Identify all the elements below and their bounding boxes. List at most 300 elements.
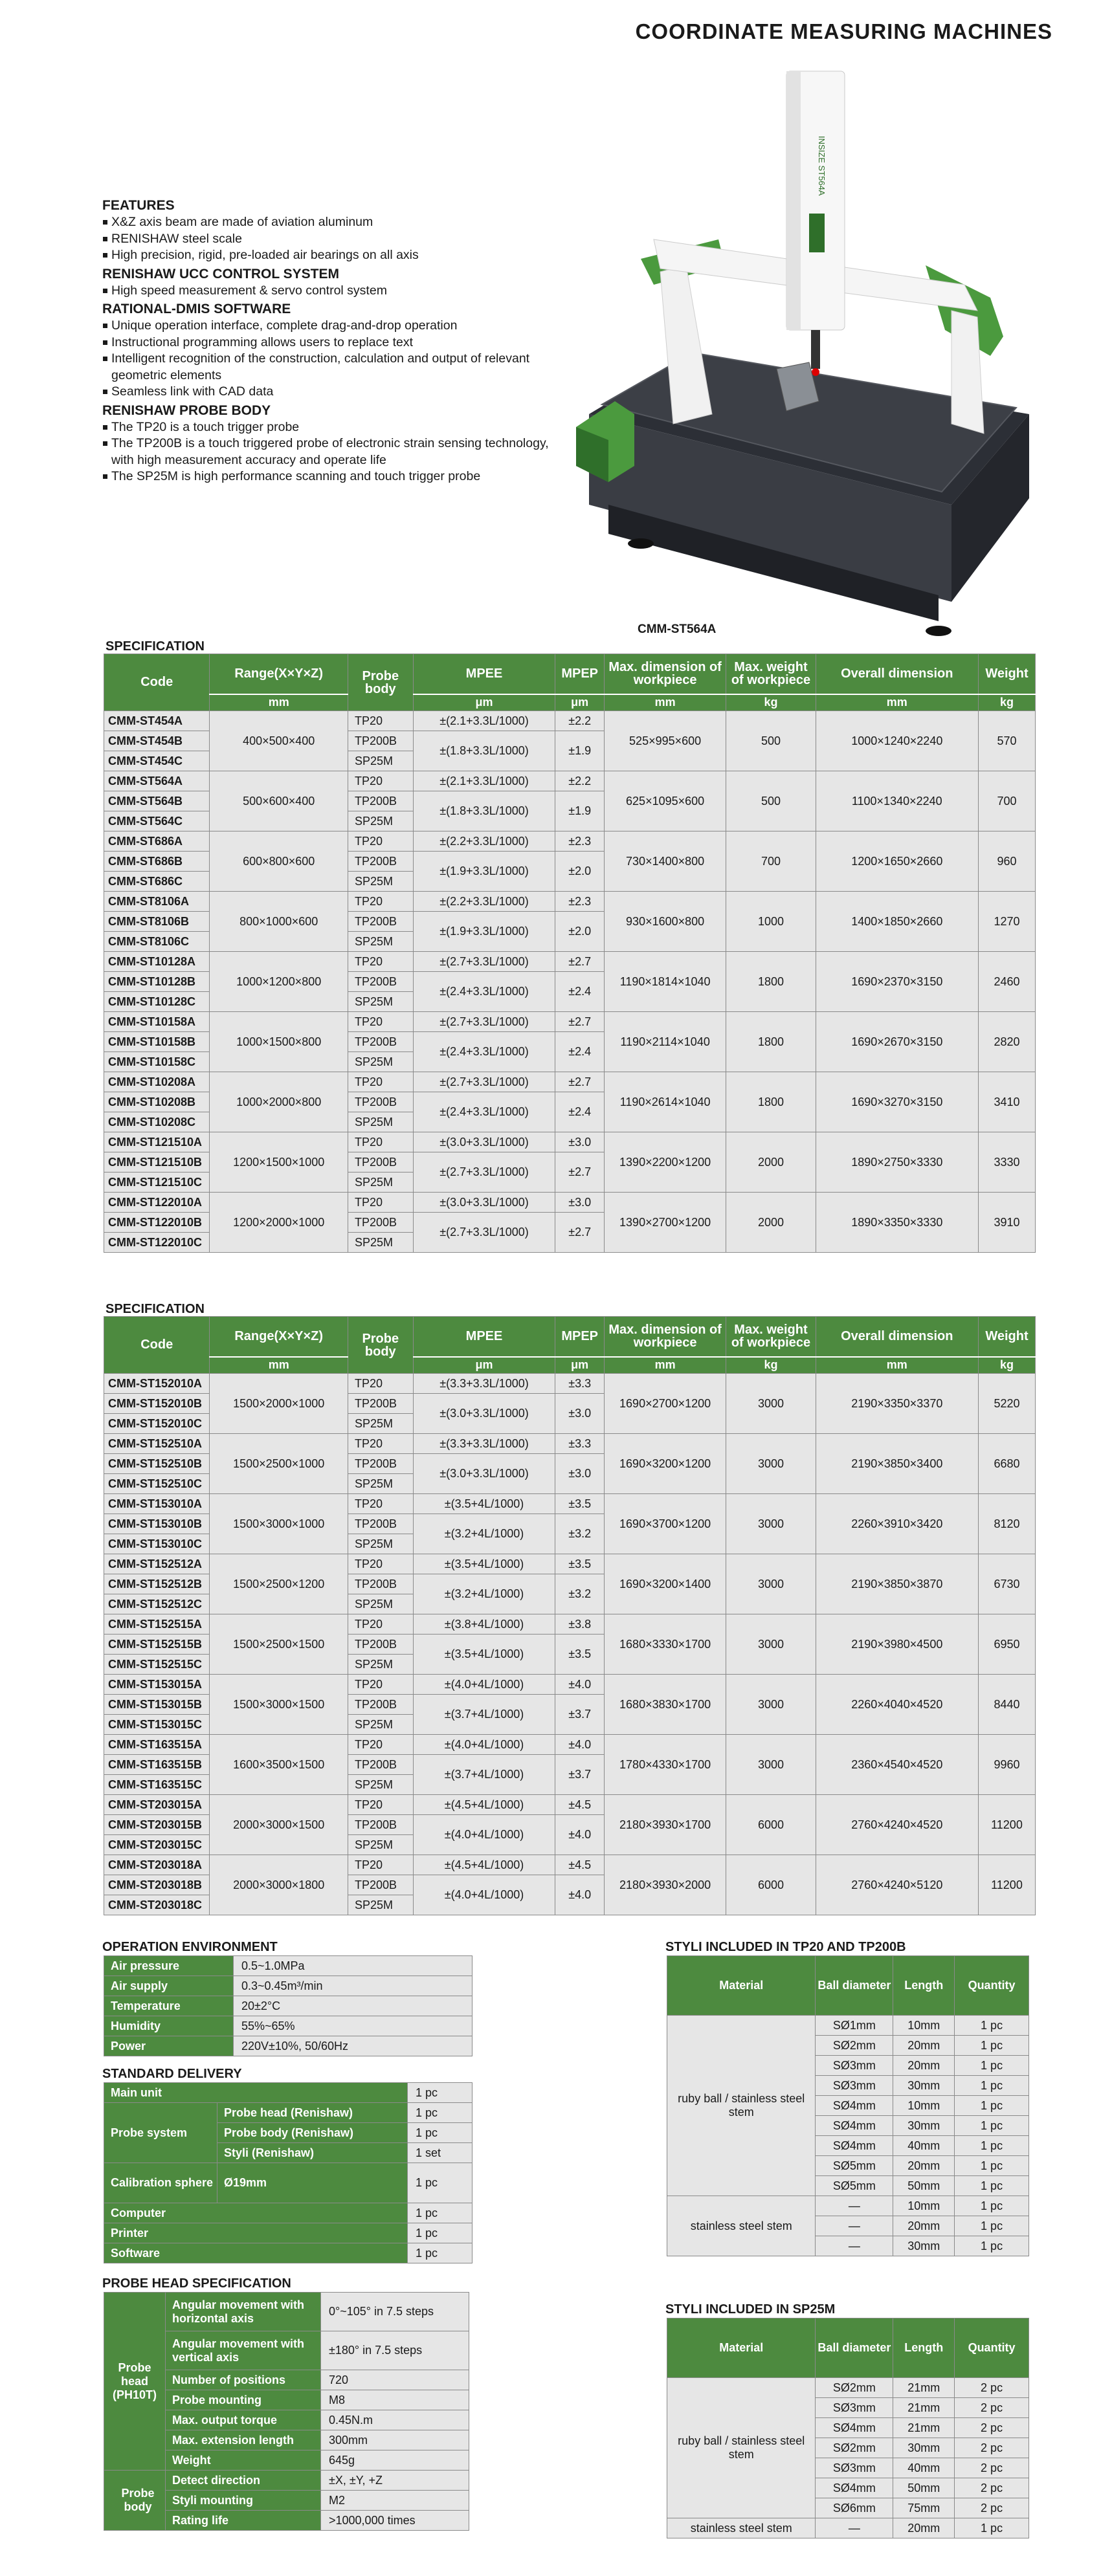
overall-value: 1200×1650×2660	[816, 831, 978, 892]
delivery-qty: 1 pc	[408, 2243, 473, 2263]
weight-value: 2820	[978, 1012, 1035, 1072]
model-code: CMM-ST10158C	[104, 1052, 210, 1072]
operation-value: 0.5~1.0MPa	[234, 1956, 473, 1976]
table-row	[104, 1494, 1036, 1514]
delivery-qty: 1 pc	[408, 2083, 473, 2103]
max-weight-value: 3000	[726, 1735, 816, 1795]
mpee-value: ±(3.5+4L/1000)	[413, 1554, 555, 1574]
styli-cell: SØ5mm	[816, 2176, 893, 2196]
model-code: CMM-ST152515A	[104, 1614, 210, 1635]
weight-value: 9960	[978, 1735, 1035, 1795]
range-value: 500×600×400	[210, 771, 348, 831]
model-code: CMM-ST10158A	[104, 1012, 210, 1032]
mpep-value: ±2.7	[555, 1072, 604, 1092]
overall-value: 1690×2370×3150	[816, 952, 978, 1012]
mpep-value: ±3.2	[555, 1514, 604, 1554]
styli-cell: 1 pc	[955, 2016, 1029, 2036]
mpep-value: ±4.0	[555, 1875, 604, 1915]
operation-key: Power	[104, 2036, 234, 2056]
mpee-value: ±(2.4+3.3L/1000)	[413, 1092, 555, 1132]
probe-body: TP20	[348, 1072, 414, 1092]
styli-cell: SØ1mm	[816, 2016, 893, 2036]
mpee-value: ±(2.7+3.3L/1000)	[413, 1213, 555, 1253]
delivery-table	[104, 2082, 473, 2263]
probe-body: TP20	[348, 1675, 414, 1695]
mpep-value: ±2.7	[555, 1213, 604, 1253]
model-code: CMM-ST152512C	[104, 1594, 210, 1614]
styli-cell: 50mm	[893, 2478, 955, 2498]
range-value: 1500×2500×1200	[210, 1554, 348, 1614]
spec-label-2: SPECIFICATION	[106, 1302, 205, 1316]
probe-body: SP25M	[348, 1414, 414, 1434]
styli-cell: 20mm	[893, 2056, 955, 2076]
features-section	[102, 195, 555, 485]
mpee-value: ±(2.1+3.3L/1000)	[413, 711, 555, 731]
model-code: CMM-ST122010B	[104, 1213, 210, 1233]
styli-cell: SØ4mm	[816, 2136, 893, 2156]
mpep-value: ±3.0	[555, 1193, 604, 1213]
styli2-table	[667, 2318, 1029, 2538]
probe-body: TP20	[348, 952, 414, 972]
styli-cell: 2 pc	[955, 2398, 1029, 2418]
model-code: CMM-ST152510B	[104, 1454, 210, 1474]
styli-cell: 20mm	[893, 2518, 955, 2538]
header-code: Code	[104, 1317, 210, 1374]
mpep-value: ±3.7	[555, 1695, 604, 1735]
range-value: 2000×3000×1500	[210, 1795, 348, 1855]
mpep-value: ±2.2	[555, 771, 604, 791]
probehead-group: Probe body	[104, 2471, 166, 2531]
table-row	[104, 2471, 469, 2491]
feature-item: High speed measurement & servo control system	[102, 283, 555, 300]
mpee-value: ±(2.2+3.3L/1000)	[413, 831, 555, 852]
probe-body: TP20	[348, 1132, 414, 1152]
max-weight-value: 2000	[726, 1193, 816, 1253]
range-value: 1200×1500×1000	[210, 1132, 348, 1193]
styli-header-cell: Length	[893, 2318, 955, 2378]
mpep-value: ±3.5	[555, 1635, 604, 1675]
range-value: 1500×2500×1500	[210, 1614, 348, 1675]
header-unit: mm	[604, 1357, 726, 1374]
delivery-qty: 1 pc	[408, 2223, 473, 2243]
styli-material: stainless steel stem	[667, 2196, 816, 2256]
delivery-subkey: Ø19mm	[217, 2163, 408, 2203]
styli-cell: —	[816, 2216, 893, 2236]
header-unit: mm	[816, 1357, 978, 1374]
feature-item: High precision, rigid, pre-loaded air bearings on all axis	[102, 247, 555, 264]
model-code: CMM-ST163515A	[104, 1735, 210, 1755]
delivery-qty: 1 pc	[408, 2203, 473, 2223]
spec-header	[104, 1317, 1036, 1374]
overall-value: 1690×2670×3150	[816, 1012, 978, 1072]
model-code: CMM-ST10208B	[104, 1092, 210, 1112]
mpep-value: ±2.7	[555, 1012, 604, 1032]
model-code: CMM-ST121510A	[104, 1132, 210, 1152]
mpee-value: ±(1.8+3.3L/1000)	[413, 791, 555, 831]
model-code: CMM-ST203018B	[104, 1875, 210, 1895]
mpep-value: ±3.5	[555, 1494, 604, 1514]
mpee-value: ±(2.4+3.3L/1000)	[413, 1032, 555, 1072]
features-heading: RENISHAW UCC CONTROL SYSTEM	[102, 266, 339, 281]
probehead-value: 0.45N.m	[321, 2410, 469, 2430]
range-value: 1500×2500×1000	[210, 1434, 348, 1494]
probe-body: TP200B	[348, 1815, 414, 1835]
styli1-label: STYLI INCLUDED IN TP20 AND TP200B	[665, 1940, 906, 1954]
table-row	[104, 711, 1036, 731]
model-code: CMM-ST203015C	[104, 1835, 210, 1855]
delivery-subkey: Styli (Renishaw)	[217, 2143, 408, 2163]
mpee-value: ±(2.7+3.3L/1000)	[413, 1012, 555, 1032]
max-dimension-value: 1190×1814×1040	[604, 952, 726, 1012]
mpep-value: ±4.5	[555, 1855, 604, 1875]
styli-header-cell: Material	[667, 1956, 816, 2016]
styli-cell: 1 pc	[955, 2176, 1029, 2196]
mpee-value: ±(2.2+3.3L/1000)	[413, 892, 555, 912]
table-row	[104, 1072, 1036, 1092]
delivery-key: Printer	[104, 2223, 408, 2243]
weight-value: 5220	[978, 1374, 1035, 1434]
mpep-value: ±4.0	[555, 1815, 604, 1855]
header-overall: Overall dimension	[816, 1317, 978, 1357]
styli-cell: 21mm	[893, 2378, 955, 2398]
table-row	[104, 1012, 1036, 1032]
probehead-table	[104, 2292, 469, 2531]
probe-body: TP200B	[348, 972, 414, 992]
styli-cell: 2 pc	[955, 2378, 1029, 2398]
model-code: CMM-ST152510A	[104, 1434, 210, 1454]
model-code: CMM-ST153010B	[104, 1514, 210, 1534]
styli-header-cell: Quantity	[955, 2318, 1029, 2378]
styli-cell: SØ3mm	[816, 2076, 893, 2096]
feature-item: RENISHAW steel scale	[102, 231, 555, 248]
probe-body: TP200B	[348, 791, 414, 811]
mpee-value: ±(2.7+3.3L/1000)	[413, 1072, 555, 1092]
mpep-value: ±2.2	[555, 711, 604, 731]
model-code: CMM-ST152010B	[104, 1394, 210, 1414]
styli-cell: 2 pc	[955, 2478, 1029, 2498]
table-row	[104, 1855, 1036, 1875]
table-row	[104, 2163, 473, 2203]
mpep-value: ±3.8	[555, 1614, 604, 1635]
max-weight-value: 500	[726, 711, 816, 771]
probe-body: TP20	[348, 1855, 414, 1875]
table-row	[104, 1795, 1036, 1815]
max-dimension-value: 1780×4330×1700	[604, 1735, 726, 1795]
model-code: CMM-ST10158B	[104, 1032, 210, 1052]
probe-body: TP20	[348, 771, 414, 791]
header-max-weight: Max. weight of workpiece	[726, 1317, 816, 1357]
mpee-value: ±(2.1+3.3L/1000)	[413, 771, 555, 791]
styli-cell: 10mm	[893, 2096, 955, 2116]
model-code: CMM-ST152515C	[104, 1655, 210, 1675]
probehead-key: Probe mounting	[166, 2390, 321, 2410]
mpep-value: ±3.7	[555, 1755, 604, 1795]
styli-cell: 1 pc	[955, 2096, 1029, 2116]
range-value: 600×800×600	[210, 831, 348, 892]
header-weight: Weight	[978, 654, 1035, 694]
delivery-key: Computer	[104, 2203, 408, 2223]
probehead-value: M8	[321, 2390, 469, 2410]
model-code: CMM-ST10208C	[104, 1112, 210, 1132]
range-value: 1500×3000×1000	[210, 1494, 348, 1554]
weight-value: 2460	[978, 952, 1035, 1012]
max-dimension-value: 730×1400×800	[604, 831, 726, 892]
max-dimension-value: 2180×3930×1700	[604, 1795, 726, 1855]
operation-label: OPERATION ENVIRONMENT	[102, 1940, 278, 1954]
operation-value: 220V±10%, 50/60Hz	[234, 2036, 473, 2056]
model-code: CMM-ST8106B	[104, 912, 210, 932]
header-unit: μm	[413, 694, 555, 711]
styli-cell: 20mm	[893, 2036, 955, 2056]
header-mpee: MPEE	[413, 1317, 555, 1357]
mpee-value: ±(2.7+3.3L/1000)	[413, 952, 555, 972]
probe-body: SP25M	[348, 1835, 414, 1855]
probe-body: TP20	[348, 1494, 414, 1514]
probe-body: SP25M	[348, 1594, 414, 1614]
max-dimension-value: 2180×3930×2000	[604, 1855, 726, 1915]
probehead-value: 720	[321, 2370, 469, 2390]
max-weight-value: 500	[726, 771, 816, 831]
probehead-key: Angular movement with horizontal axis	[166, 2293, 321, 2331]
model-code: CMM-ST8106C	[104, 932, 210, 952]
feature-item: The TP200B is a touch triggered probe of electronic strain sensing technology, with high measurement accuracy and operate life	[102, 435, 555, 468]
probe-body: TP20	[348, 1614, 414, 1635]
styli-cell: 1 pc	[955, 2136, 1029, 2156]
model-code: CMM-ST454A	[104, 711, 210, 731]
styli-cell: 21mm	[893, 2398, 955, 2418]
mpep-value: ±2.7	[555, 1152, 604, 1193]
delivery-subkey: Probe body (Renishaw)	[217, 2123, 408, 2143]
delivery-qty: 1 set	[408, 2143, 473, 2163]
probe-body: SP25M	[348, 1474, 414, 1494]
mpep-value: ±2.0	[555, 912, 604, 952]
probehead-key: Detect direction	[166, 2471, 321, 2491]
header-unit: kg	[978, 694, 1035, 711]
table-row	[104, 2203, 473, 2223]
styli-header-cell: Ball diameter	[816, 2318, 893, 2378]
probehead-key: Angular movement with vertical axis	[166, 2331, 321, 2370]
operation-value: 20±2°C	[234, 1996, 473, 2016]
model-code: CMM-ST686C	[104, 872, 210, 892]
header-weight: Weight	[978, 1317, 1035, 1357]
styli-cell: 30mm	[893, 2438, 955, 2458]
mpep-value: ±2.4	[555, 1032, 604, 1072]
max-weight-value: 6000	[726, 1855, 816, 1915]
header-max-dimension: Max. dimension of workpiece	[604, 654, 726, 694]
probehead-value: ±180° in 7.5 steps	[321, 2331, 469, 2370]
probe-body: TP20	[348, 1012, 414, 1032]
weight-value: 700	[978, 771, 1035, 831]
max-weight-value: 1000	[726, 892, 816, 952]
mpep-value: ±3.5	[555, 1554, 604, 1574]
range-value: 1000×1200×800	[210, 952, 348, 1012]
overall-value: 1690×3270×3150	[816, 1072, 978, 1132]
delivery-key: Calibration sphere	[104, 2163, 217, 2203]
model-code: CMM-ST454B	[104, 731, 210, 751]
mpee-value: ±(3.5+4L/1000)	[413, 1635, 555, 1675]
mpep-value: ±2.0	[555, 852, 604, 892]
probe-body: SP25M	[348, 1715, 414, 1735]
styli-cell: 40mm	[893, 2458, 955, 2478]
overall-value: 2260×3910×3420	[816, 1494, 978, 1554]
weight-value: 570	[978, 711, 1035, 771]
mpee-value: ±(2.7+3.3L/1000)	[413, 1152, 555, 1193]
styli-cell: 2 pc	[955, 2438, 1029, 2458]
overall-value: 1890×3350×3330	[816, 1193, 978, 1253]
max-dimension-value: 1190×2114×1040	[604, 1012, 726, 1072]
feature-item: X&Z axis beam are made of aviation aluminum	[102, 214, 555, 231]
styli-cell: 30mm	[893, 2076, 955, 2096]
styli-cell: 1 pc	[955, 2196, 1029, 2216]
cmm-machine-image	[563, 52, 1042, 647]
model-code: CMM-ST153015C	[104, 1715, 210, 1735]
header-max-dimension: Max. dimension of workpiece	[604, 1317, 726, 1357]
max-dimension-value: 1690×3700×1200	[604, 1494, 726, 1554]
header-unit: kg	[978, 1357, 1035, 1374]
mpep-value: ±4.5	[555, 1795, 604, 1815]
styli-cell: —	[816, 2518, 893, 2538]
header-overall: Overall dimension	[816, 654, 978, 694]
model-code: CMM-ST203015B	[104, 1815, 210, 1835]
styli1-table	[667, 1955, 1029, 2256]
header-mpee: MPEE	[413, 654, 555, 694]
spec-table-2	[104, 1316, 1036, 1915]
model-code: CMM-ST564B	[104, 791, 210, 811]
model-code: CMM-ST163515B	[104, 1755, 210, 1775]
features-list	[102, 419, 555, 485]
weight-value: 11200	[978, 1795, 1035, 1855]
range-value: 1200×2000×1000	[210, 1193, 348, 1253]
model-code: CMM-ST121510C	[104, 1172, 210, 1193]
range-value: 800×1000×600	[210, 892, 348, 952]
table-row	[104, 831, 1036, 852]
max-dimension-value: 625×1095×600	[604, 771, 726, 831]
spec-header	[104, 654, 1036, 711]
probehead-value: ±X, ±Y, +Z	[321, 2471, 469, 2491]
model-code: CMM-ST564C	[104, 811, 210, 831]
probehead-value: 300mm	[321, 2430, 469, 2450]
probe-body: TP20	[348, 831, 414, 852]
styli-cell: 1 pc	[955, 2216, 1029, 2236]
table-row	[104, 2016, 473, 2036]
max-dimension-value: 1680×3330×1700	[604, 1614, 726, 1675]
header-unit: mm	[816, 694, 978, 711]
machine-column-text: INSIZE ST564A	[817, 136, 827, 196]
header-range: Range(X×Y×Z)	[210, 654, 348, 694]
range-value: 400×500×400	[210, 711, 348, 771]
model-code: CMM-ST8106A	[104, 892, 210, 912]
features-list	[102, 214, 555, 264]
table-row	[104, 2223, 473, 2243]
probe-body: TP20	[348, 711, 414, 731]
table-row	[104, 1554, 1036, 1574]
overall-value: 1890×2750×3330	[816, 1132, 978, 1193]
styli-header	[667, 2318, 1029, 2378]
probe-body: TP200B	[348, 1454, 414, 1474]
model-code: CMM-ST10128A	[104, 952, 210, 972]
header-mpep: MPEP	[555, 654, 604, 694]
model-code: CMM-ST152512A	[104, 1554, 210, 1574]
styli-cell: —	[816, 2236, 893, 2256]
table-row	[104, 1675, 1036, 1695]
table-row	[104, 1434, 1036, 1454]
header-probe: Probe body	[348, 654, 414, 711]
operation-key: Air supply	[104, 1976, 234, 1996]
max-weight-value: 3000	[726, 1675, 816, 1735]
overall-value: 2190×3980×4500	[816, 1614, 978, 1675]
styli-cell: 50mm	[893, 2176, 955, 2196]
weight-value: 3330	[978, 1132, 1035, 1193]
feature-item: The TP20 is a touch trigger probe	[102, 419, 555, 436]
overall-value: 2760×4240×5120	[816, 1855, 978, 1915]
mpee-value: ±(3.0+3.3L/1000)	[413, 1193, 555, 1213]
delivery-qty: 1 pc	[408, 2163, 473, 2203]
probehead-key: Styli mounting	[166, 2491, 321, 2511]
mpee-value: ±(3.2+4L/1000)	[413, 1514, 555, 1554]
overall-value: 2190×3850×3400	[816, 1434, 978, 1494]
max-weight-value: 3000	[726, 1554, 816, 1614]
features-list	[102, 283, 555, 300]
styli-cell: SØ4mm	[816, 2478, 893, 2498]
model-code: CMM-ST686A	[104, 831, 210, 852]
styli-cell: 1 pc	[955, 2056, 1029, 2076]
max-weight-value: 1800	[726, 952, 816, 1012]
probe-body: SP25M	[348, 1534, 414, 1554]
styli-cell: 2 pc	[955, 2458, 1029, 2478]
styli-cell: SØ3mm	[816, 2458, 893, 2478]
styli-cell: 75mm	[893, 2498, 955, 2518]
overall-value: 2190×3850×3870	[816, 1554, 978, 1614]
model-code: CMM-ST10128C	[104, 992, 210, 1012]
model-code: CMM-ST153010A	[104, 1494, 210, 1514]
mpee-value: ±(3.3+3.3L/1000)	[413, 1374, 555, 1394]
model-code: CMM-ST152510C	[104, 1474, 210, 1494]
delivery-qty: 1 pc	[408, 2123, 473, 2143]
mpep-value: ±2.4	[555, 972, 604, 1012]
weight-value: 8120	[978, 1494, 1035, 1554]
probe-body: SP25M	[348, 1112, 414, 1132]
model-code: CMM-ST153010C	[104, 1534, 210, 1554]
spec-label-1: SPECIFICATION	[106, 639, 205, 654]
weight-value: 3410	[978, 1072, 1035, 1132]
probe-body: TP20	[348, 1193, 414, 1213]
header-probe: Probe body	[348, 1317, 414, 1374]
styli-cell: 21mm	[893, 2418, 955, 2438]
probehead-value: >1000,000 times	[321, 2511, 469, 2531]
header-unit: μm	[555, 694, 604, 711]
table-row	[667, 2518, 1029, 2538]
probe-body: SP25M	[348, 1775, 414, 1795]
styli-cell: 1 pc	[955, 2236, 1029, 2256]
styli2-label: STYLI INCLUDED IN SP25M	[665, 2302, 836, 2317]
delivery-key: Main unit	[104, 2083, 408, 2103]
delivery-key: Probe system	[104, 2103, 217, 2163]
delivery-subkey: Probe head (Renishaw)	[217, 2103, 408, 2123]
mpep-value: ±2.3	[555, 892, 604, 912]
styli-cell: SØ5mm	[816, 2156, 893, 2176]
table-row	[104, 1976, 473, 1996]
mpee-value: ±(3.2+4L/1000)	[413, 1574, 555, 1614]
model-code: CMM-ST152512B	[104, 1574, 210, 1594]
styli-cell: 1 pc	[955, 2156, 1029, 2176]
max-weight-value: 2000	[726, 1132, 816, 1193]
mpee-value: ±(4.0+4L/1000)	[413, 1875, 555, 1915]
header-unit: kg	[726, 1357, 816, 1374]
header-unit: mm	[210, 694, 348, 711]
probe-body: TP200B	[348, 1092, 414, 1112]
max-weight-value: 3000	[726, 1494, 816, 1554]
max-weight-value: 6000	[726, 1795, 816, 1855]
